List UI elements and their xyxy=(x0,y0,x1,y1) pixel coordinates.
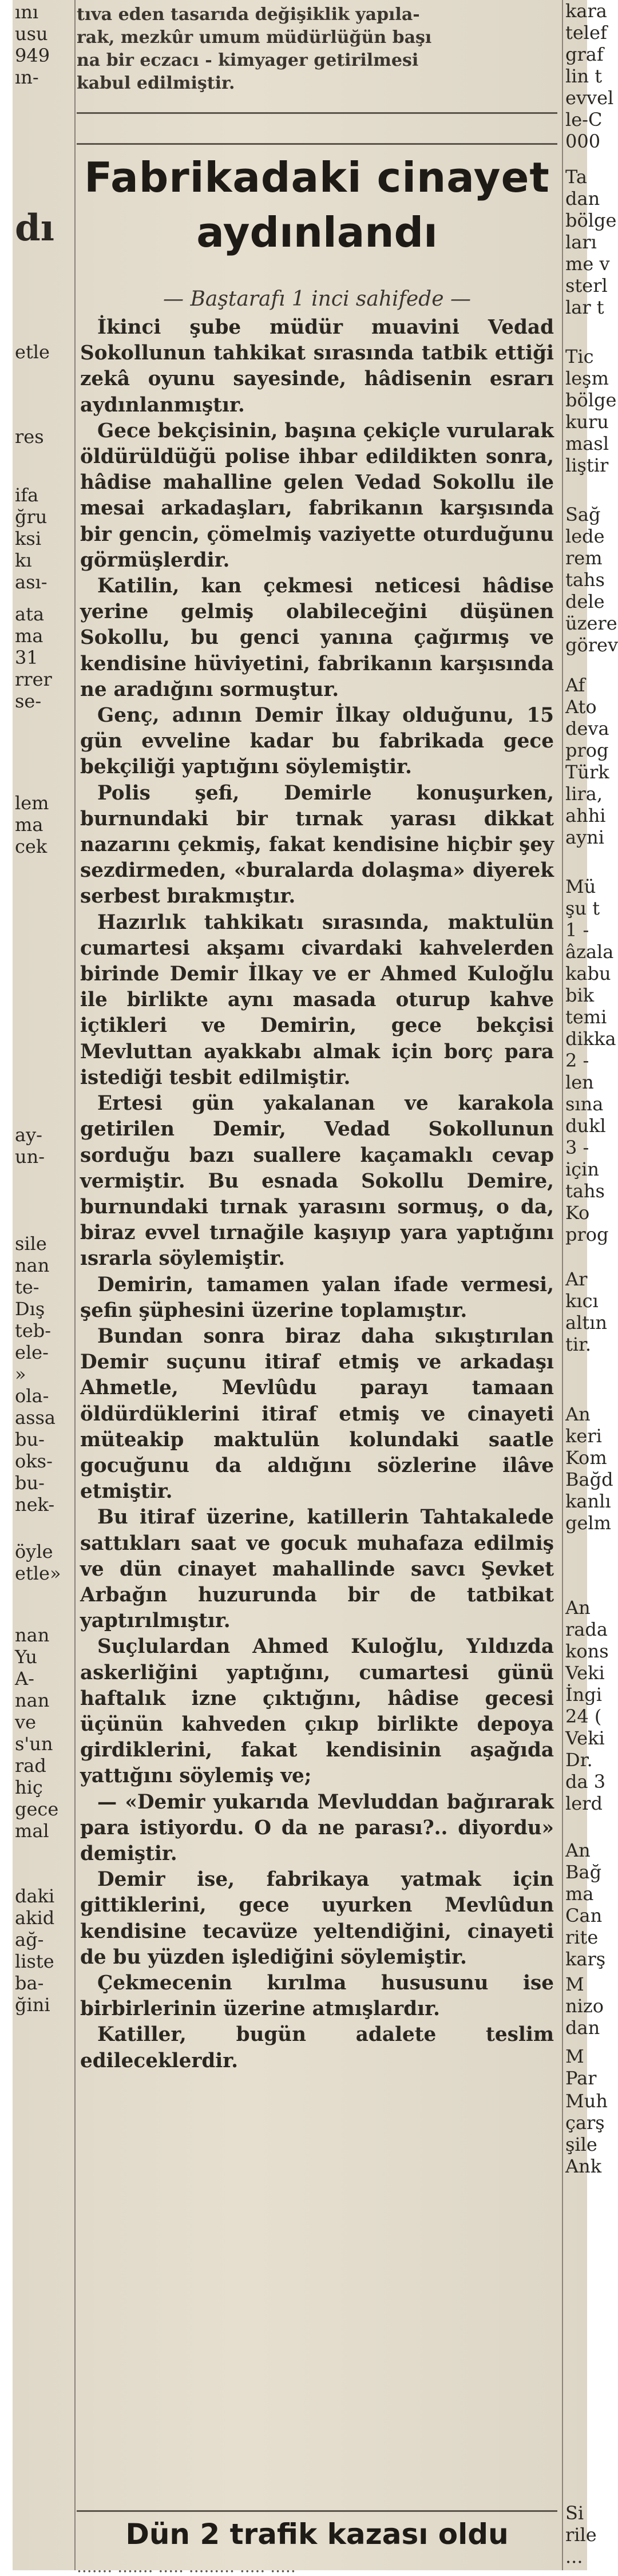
column-fragment: Ank xyxy=(565,2155,602,2177)
column-fragment: ay- xyxy=(15,1124,42,1146)
column-fragment: 949 xyxy=(15,45,50,66)
column-fragment: gece xyxy=(15,1798,59,1820)
column-fragment: 2 - xyxy=(565,1050,589,1071)
column-fragment: nan xyxy=(15,1624,50,1646)
right-adjacent-column xyxy=(562,0,618,2570)
column-fragment: Ar xyxy=(565,1268,588,1290)
column-fragment: Af xyxy=(565,674,585,696)
article-paragraph: Hazırlık tahkikatı sırasında, maktulün cumartesi akşamı civardaki kahvelerden birinde Demir İlkay ve er Ahmed Kuloğlu ile birlikte aynı masada oturup kahve içtikleri ve Demirin, gece bekçisi Mevluttan ayakkabı almak için borç para istediği tesbit edilmiştir. xyxy=(80,911,554,1089)
column-fragment: telef xyxy=(565,22,607,43)
column-fragment: için xyxy=(565,1158,599,1180)
column-fragment: masl xyxy=(565,433,609,454)
column-fragment: Si xyxy=(565,2502,584,2524)
column-fragment: lem xyxy=(15,792,49,814)
column-fragment: An xyxy=(565,1839,591,1861)
column-fragment: şile xyxy=(565,2134,597,2155)
column-fragment: ata xyxy=(15,603,45,625)
column-fragment: öyle xyxy=(15,1541,53,1562)
column-fragment: tir. xyxy=(565,1333,592,1355)
column-fragment: oks- xyxy=(15,1450,53,1472)
column-fragment: etle» xyxy=(15,1562,61,1584)
column-fragment: dı xyxy=(15,207,55,250)
column-fragment: usu xyxy=(15,23,48,45)
column-fragment: liştir xyxy=(565,454,609,476)
column-fragment: rem xyxy=(565,547,603,569)
column-fragment: prog xyxy=(565,739,609,761)
article-paragraph: Suçlulardan Ahmed Kuloğlu, Yıldızda askerliğini yaptığını, cumartesi günü haftalık izne çıktığını, hâdise gecesi üçünün kahveden çıkıp birlikte depoya girdiklerini, fakat kendisinin aşağıda yattığını söylemiş ve; xyxy=(80,1635,554,1788)
article-paragraph: Ertesi gün yakalanan ve karakola getirilen Demir, Vedad Sokollunun sorduğu bazı suallere kaçamaklı cevap vermiştir. Bu esnada Sokollu Demire, burnundaki tırnak yarasını sormuş, o da, biraz evvel tırnağile kaşıyıp yara yaptığını ısrarla söylemiştir. xyxy=(80,1092,554,1271)
column-fragment: lira, xyxy=(565,783,603,805)
column-fragment: ahhi xyxy=(565,805,606,826)
column-fragment: nizo xyxy=(565,1995,604,2017)
column-fragment: le-C xyxy=(565,109,603,130)
column-fragment: dikka xyxy=(565,1028,616,1050)
column-fragment: kıcı xyxy=(565,1290,599,1312)
article-paragraph: Bundan sonra biraz daha sıkıştırılan Demir suçunu itiraf etmiş ve arkadaşı Ahmetle, Mevlûdu parayı tamaan öldürdüklerini itiraf etmiş ve cinayeti müteakip maktulün kolundaki saatle gocuğunu da aldığını sözlerine ilâve etmiştir. xyxy=(80,1324,554,1503)
excerpt-line: tıva eden tasarıda değişiklik yapıla- xyxy=(77,5,420,25)
article-paragraph: Bu itiraf üzerine, katillerin Tahtakalede sattıkları saat ve gocuk muhafaza edilmiş ve dün cinayet mahallinde savcı Şevket Arbağın huzurunda bir de tatbikat yaptırılmıştır. xyxy=(80,1506,554,1633)
column-fragment: ağ- xyxy=(15,1929,44,1950)
column-fragment: altın xyxy=(565,1312,608,1333)
column-fragment: rile xyxy=(565,2524,597,2546)
column-fragment: deva xyxy=(565,718,609,739)
column-fragment: kabu xyxy=(565,963,611,984)
column-fragment: M xyxy=(565,1973,584,1995)
column-fragment: daki xyxy=(15,1885,55,1907)
column-fragment: Mü xyxy=(565,876,596,897)
column-fragment: evvel xyxy=(565,87,614,109)
column-fragment: Kom xyxy=(565,1447,607,1469)
excerpt-line: na bir eczacı - kimyager getirilmesi xyxy=(77,50,419,70)
column-fragment: res xyxy=(15,426,44,448)
column-fragment: tahs xyxy=(565,569,605,591)
next-article-headline: Dün 2 trafik kazası oldu xyxy=(125,2518,509,2551)
excerpt-line: rak, mezkûr umum müdürlüğün başı xyxy=(77,27,432,48)
column-fragment: ğru xyxy=(15,506,47,528)
column-fragment: sile xyxy=(15,1233,47,1255)
column-fragment: ... xyxy=(565,2546,583,2567)
column-fragment: ola- xyxy=(15,1385,49,1407)
column-fragment: A- xyxy=(15,1668,34,1689)
column-fragment: Sağ xyxy=(565,504,601,525)
article-paragraph: Polis şefi, Demirle konuşurken, burnundaki bir tırnak yarası dikkat nazarını çekmiş, fakat kendisine hiçbir şey sezdirmeden, «buralarda dolaşma» diyerek serbest bırakmıştır. xyxy=(80,781,554,908)
column-fragment: un- xyxy=(15,1146,45,1168)
column-fragment: bu- xyxy=(15,1429,45,1450)
column-fragment: akid xyxy=(15,1907,55,1929)
column-fragment: teb- xyxy=(15,1320,52,1342)
column-fragment: Veki xyxy=(565,1727,605,1749)
column-fragment: Can xyxy=(565,1905,603,1926)
column-fragment: görev xyxy=(565,634,618,656)
column-fragment: nek- xyxy=(15,1494,55,1515)
column-fragment: lin t xyxy=(565,65,603,87)
column-fragment: dukl xyxy=(565,1115,606,1137)
column-fragment: Türk xyxy=(565,761,609,783)
article-body xyxy=(80,315,554,2074)
column-fragment: ın- xyxy=(15,66,39,88)
column-fragment: keri xyxy=(565,1425,602,1447)
column-fragment: Bağ xyxy=(565,1861,602,1883)
column-fragment: Dış xyxy=(15,1298,45,1320)
column-fragment: ma xyxy=(565,1883,594,1905)
column-fragment: Par xyxy=(565,2067,597,2089)
column-fragment: sına xyxy=(565,1093,604,1115)
column-fragment: Dr. xyxy=(565,1749,593,1771)
column-fragment: 000 xyxy=(565,130,601,152)
column-fragment: kı xyxy=(15,549,32,571)
column-fragment: bik xyxy=(565,984,595,1006)
column-fragment: bölge xyxy=(565,209,617,231)
column-fragment: Ta xyxy=(565,166,587,188)
column-fragment: lede xyxy=(565,525,605,547)
column-fragment: rad xyxy=(15,1755,46,1776)
column-fragment: dan xyxy=(565,188,600,209)
column-fragment: nan xyxy=(15,1689,50,1711)
column-fragment: sterl xyxy=(565,275,608,296)
column-fragment: ba- xyxy=(15,1972,44,1994)
column-fragment: ayni xyxy=(565,826,604,848)
column-fragment: bu- xyxy=(15,1472,45,1494)
column-fragment: kons xyxy=(565,1640,609,1662)
column-fragment: prog xyxy=(565,1224,609,1245)
column-fragment: » xyxy=(15,1363,26,1385)
headline-line-2: aydınlandı xyxy=(196,208,438,256)
column-fragment: kanlı xyxy=(565,1490,611,1512)
column-fragment: dan xyxy=(565,2017,600,2039)
column-fragment: etle xyxy=(15,341,50,363)
column-fragment: çarş xyxy=(565,2112,605,2134)
article-paragraph: — «Demir yukarıda Mevluddan bağırarak para istiyordu. O da ne parası?.. diyordu» demiştir. xyxy=(80,1790,554,1865)
continuation-note: — Baştarafı 1 inci sahifede — xyxy=(163,287,471,311)
section-divider xyxy=(77,143,557,145)
left-adjacent-column xyxy=(13,0,76,2570)
section-divider xyxy=(77,112,557,114)
column-fragment: ası- xyxy=(15,571,47,593)
column-fragment: rite xyxy=(565,1926,599,1948)
column-fragment: İngi xyxy=(565,1684,602,1706)
column-fragment: ma xyxy=(15,814,43,836)
column-fragment: 3 - xyxy=(565,1137,589,1158)
next-article-cut-text: ....... ....... ..... ......... ..... ..... xyxy=(77,2557,296,2576)
column-fragment: rada xyxy=(565,1619,608,1640)
column-fragment: len xyxy=(565,1071,594,1093)
column-fragment: graf xyxy=(565,43,604,65)
column-fragment: lerd xyxy=(565,1792,603,1814)
section-divider xyxy=(77,2510,557,2512)
column-fragment: Tic xyxy=(565,346,594,367)
column-fragment: Bağd xyxy=(565,1469,613,1490)
column-fragment: me v xyxy=(565,253,610,275)
column-fragment: Ato xyxy=(565,696,597,718)
article-paragraph: İkinci şube müdür muavini Vedad Sokollunun tahkikat sırasında tatbik ettiği zekâ oyunu sayesinde, hâdisenin esrarı aydınlanmıştır. xyxy=(80,316,554,417)
headline-line-1: Fabrikadaki cinayet xyxy=(84,153,550,201)
column-fragment: da 3 xyxy=(565,1771,606,1792)
column-fragment: An xyxy=(565,1597,591,1619)
column-fragment: cek xyxy=(15,836,47,857)
article-paragraph: Demir ise, fabrikaya yatmak için gittiklerini, gece uyurken Mevlûdun kendisine tecavüze yeltendiğini, cinayeti de bu yüzden işlediğini söylemiştir. xyxy=(80,1868,554,1969)
column-fragment: liste xyxy=(15,1950,54,1972)
column-fragment: ifa xyxy=(15,484,39,506)
column-fragment: ları xyxy=(565,231,597,253)
column-fragment: Muh xyxy=(565,2090,608,2112)
column-fragment: ını xyxy=(15,1,39,23)
column-fragment: âzala xyxy=(565,941,614,963)
previous-article-tail xyxy=(77,3,557,95)
column-fragment: 31 xyxy=(15,647,38,668)
column-fragment: hiç xyxy=(15,1776,43,1798)
excerpt-line: kabul edilmiştir. xyxy=(77,73,235,93)
column-fragment: karş xyxy=(565,1948,606,1970)
column-fragment: rrer xyxy=(15,668,52,690)
article-paragraph: Genç, adının Demir İlkay olduğunu, 15 gün evveline kadar bu fabrikada gece bekçiliği yaptığını söylemiştir. xyxy=(80,704,554,779)
column-fragment: M xyxy=(565,2045,584,2067)
article-headline xyxy=(77,150,557,260)
column-fragment: An xyxy=(565,1403,591,1425)
article-paragraph: Demirin, tamamen yalan ifade vermesi, şefin şüphesini üzerine toplamıştır. xyxy=(80,1273,554,1322)
column-fragment: assa xyxy=(15,1407,56,1429)
column-fragment: te- xyxy=(15,1276,39,1298)
column-fragment: leşm xyxy=(565,367,609,389)
article-paragraph: Gece bekçisinin, başına çekiçle vurularak öldürüldüğü polise ihbar edildikten sonra, hâdise mahalline gelen Vedad Sokollu ile mesai arkadaşları, fabrikanın karşısında bir gencin, çömelmiş vaziyette oturduğunu görmüşlerdir. xyxy=(80,419,554,572)
column-fragment: şu t xyxy=(565,897,600,919)
column-fragment: lar t xyxy=(565,296,604,318)
column-fragment: ve xyxy=(15,1711,37,1733)
column-fragment: mal xyxy=(15,1820,49,1842)
column-fragment: ele- xyxy=(15,1342,49,1363)
article-paragraph: Katiller, bugün adalete teslim edileceklerdir. xyxy=(80,2023,554,2072)
column-fragment: ma xyxy=(15,625,43,647)
column-fragment: temi xyxy=(565,1006,607,1028)
column-fragment: Yu xyxy=(15,1646,37,1668)
column-fragment: Veki xyxy=(565,1662,605,1684)
column-fragment: s'un xyxy=(15,1733,53,1755)
column-fragment: ksi xyxy=(15,528,42,549)
column-fragment: 1 - xyxy=(565,919,589,941)
column-fragment: tahs xyxy=(565,1180,605,1202)
column-fragment: nan xyxy=(15,1255,50,1276)
column-fragment: bölge xyxy=(565,389,617,411)
column-fragment: dele xyxy=(565,591,605,612)
column-fragment: ğini xyxy=(15,1994,50,2016)
column-fragment: se- xyxy=(15,690,42,712)
column-fragment: üzere xyxy=(565,612,617,634)
article-paragraph: Çekmecenin kırılma hususunu ise birbirlerinin üzerine atmışlardır. xyxy=(80,1972,554,2021)
column-fragment: kara xyxy=(565,0,607,22)
column-fragment: gelm xyxy=(565,1512,611,1534)
article-paragraph: Katilin, kan çekmesi neticesi hâdise yerine gelmiş olabileceğini düşünen Sokollu, bu genci yanına çağırmış ve kendisine hüviyetini, fabrikanın karşısında ne aradığını sormuştur. xyxy=(80,575,554,701)
column-fragment: 24 ( xyxy=(565,1706,602,1727)
column-fragment: Ko xyxy=(565,1202,590,1224)
column-fragment: kuru xyxy=(565,411,609,433)
